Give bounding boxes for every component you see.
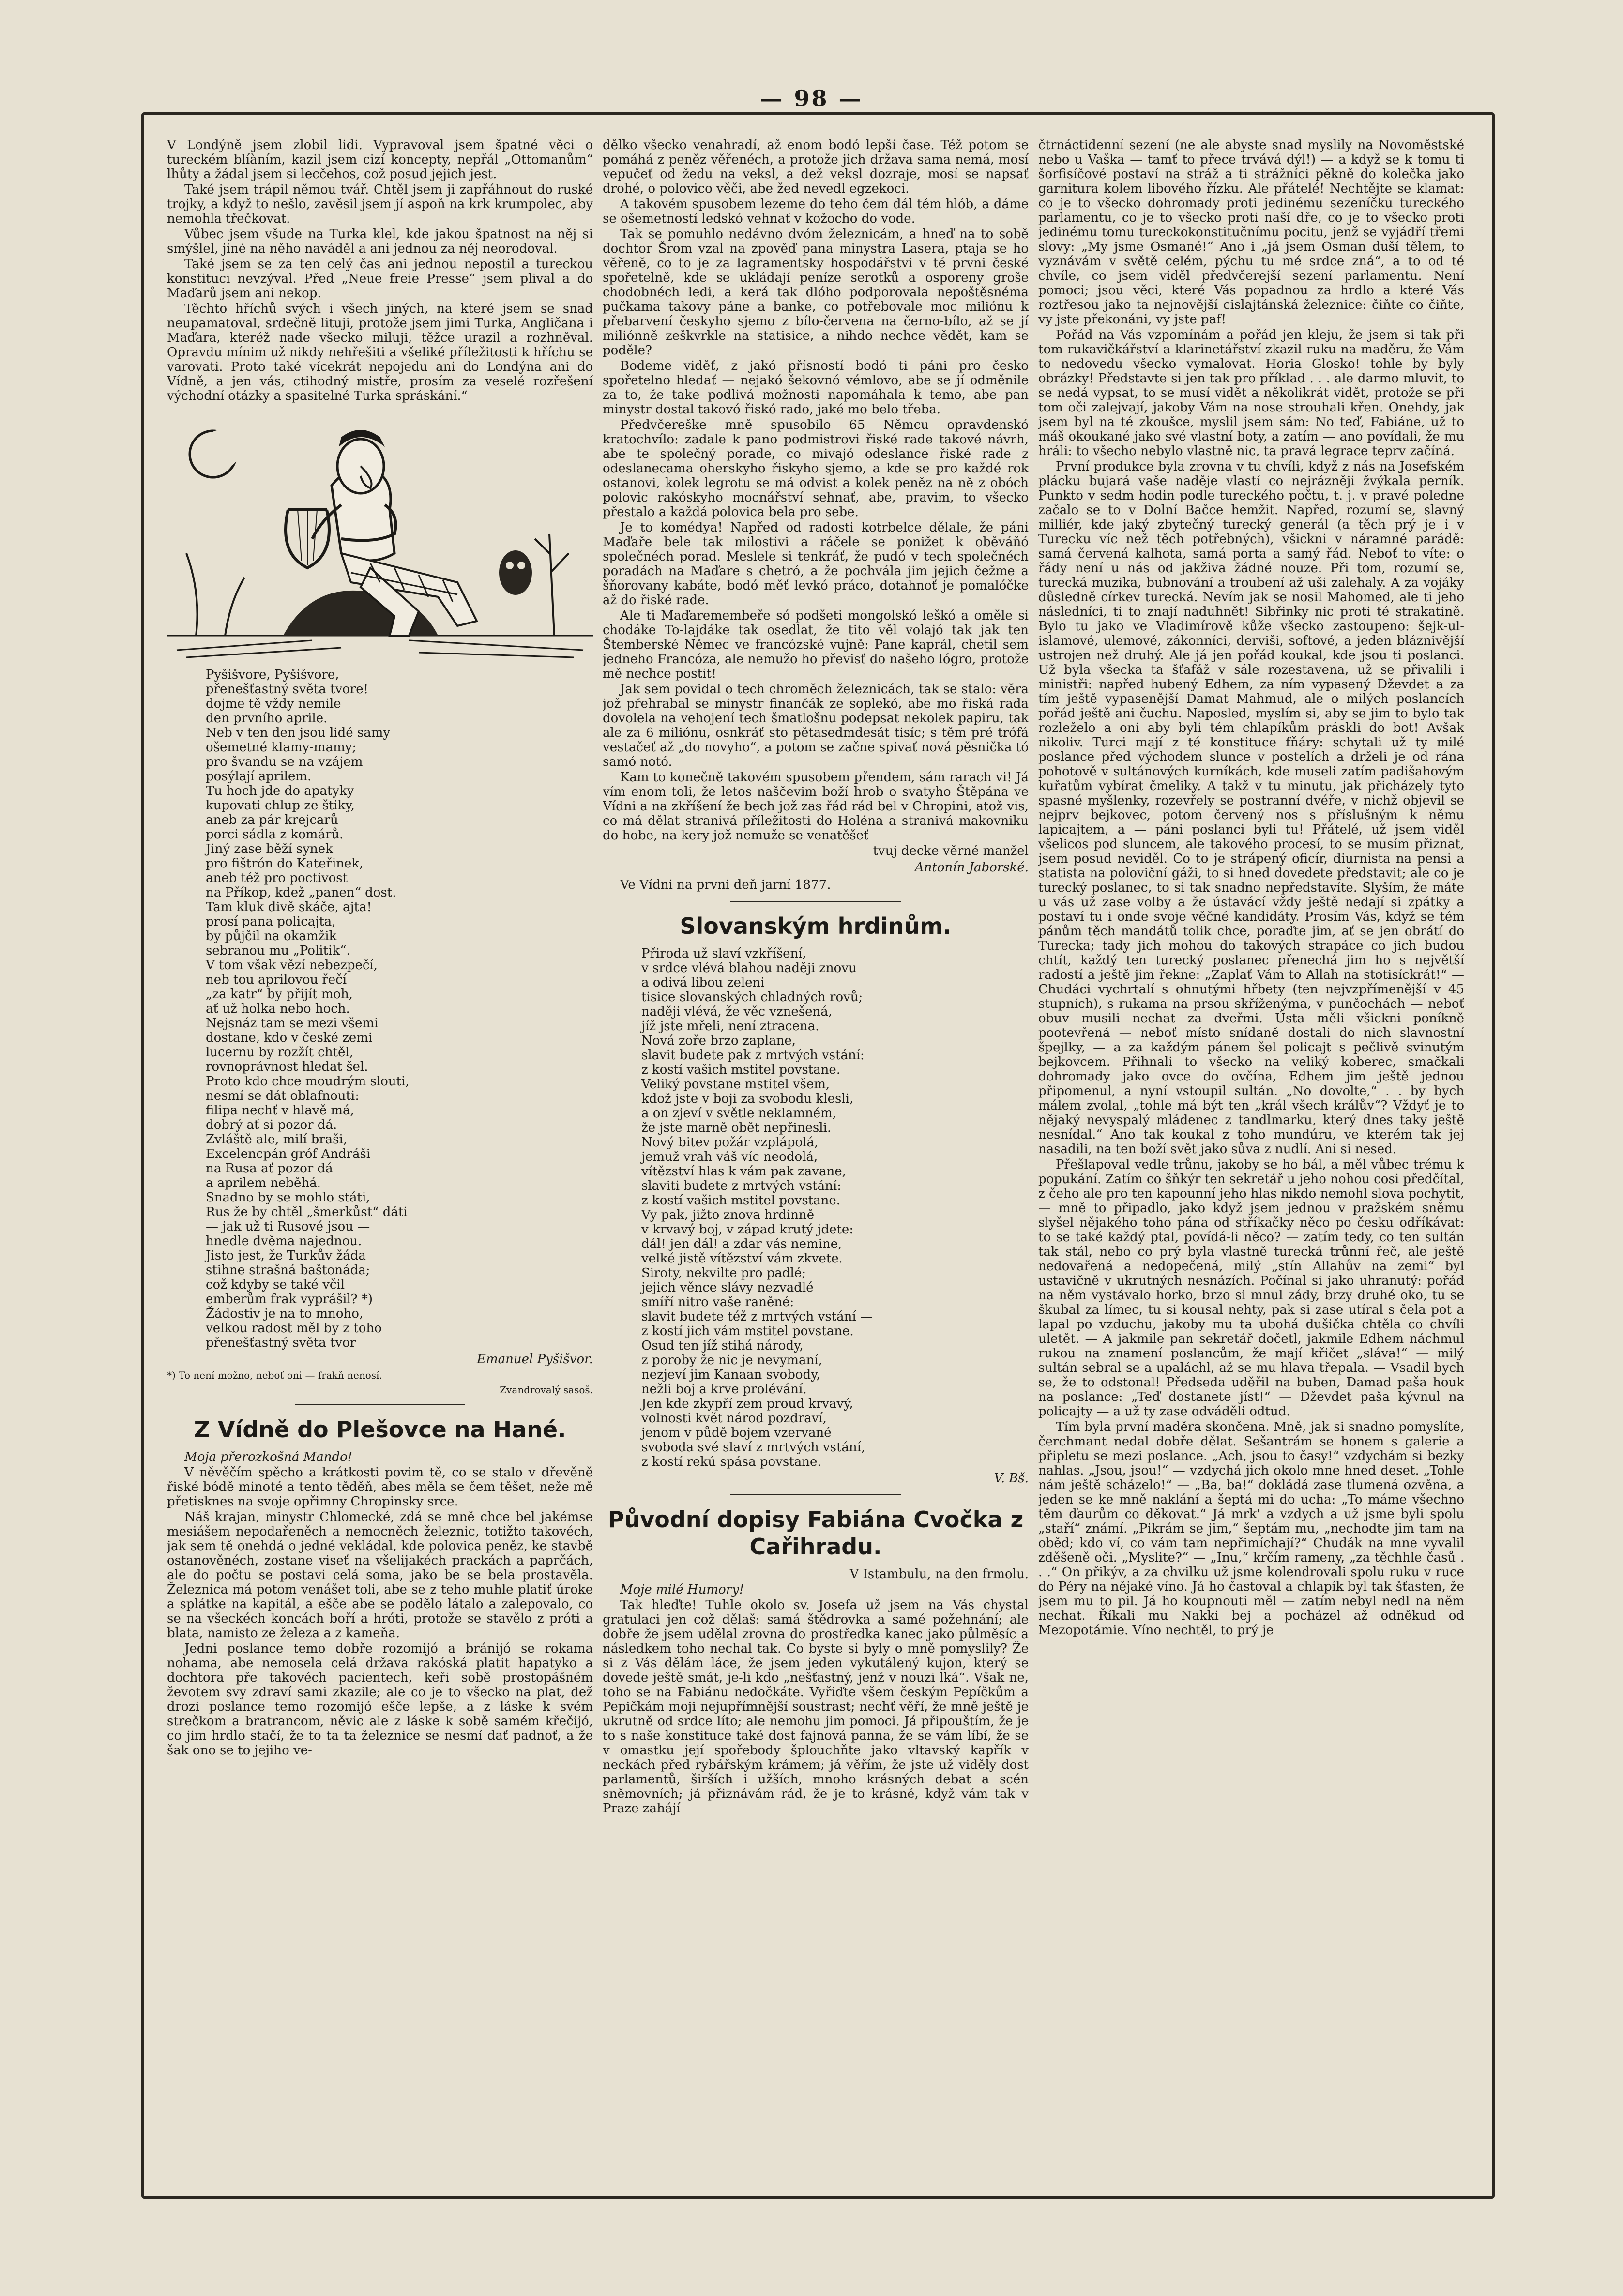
poem-line: jenom v půdě bojem vzervané bbox=[641, 1426, 832, 1440]
salutation: Moja přerozkošná Mando! bbox=[184, 1450, 353, 1464]
poem-line: kdož jste v boji za svobodu klesli, bbox=[641, 1092, 854, 1106]
paragraph: Náš krajan, minystr Chlomecké, zdá se mně chce bel jakémse mesiášem nepodařeněch a nemocněch železnic, totižto takovéch, jak sem tě onehdá o jedné vekládal, kde polovica peněz, ke stavbě ostanověnéch, zostane viseť na všelijakéch prackách a paprčách, ale do počtu se postavi celá soma, jako be se bela prostavěla. Železnica má potom venášet toli, abe se z teho muhle platiť úroke a splátke na kapitál, a ešče abe se podělo látalo a zalepovalo, co se na všeckéch koncách boří a hróti, protože se stavělo z próti a blata, namisto ze železa a z kameňa. bbox=[167, 1510, 593, 1641]
poem-line: dojme tě vždy nemile bbox=[206, 697, 341, 711]
poem-line: nezjeví jim Kanaan svobody, bbox=[641, 1368, 820, 1382]
paragraph: Ale ti Maďaremembeře só podšeti mongolskó leškó a oměle si chodáke To-lajdáke tak osedlat, že tito věl volajó tak jak ten Štemberské Němec ve francózské vujně: Pane kaprál, chetil sem jedneho Francóza, ale nemužo ho převisť do našeho lógro, protože mě nechce postit! bbox=[603, 608, 1029, 681]
divider bbox=[730, 1494, 901, 1495]
poem-signature: Emanuel Pyšišvor. bbox=[477, 1352, 593, 1367]
poem-line: ošemetné klamy-mamy; bbox=[206, 740, 357, 755]
poem-line: volnosti květ národ pozdraví, bbox=[641, 1411, 827, 1426]
paragraph: Tak se pomuhlo nedávno dvóm železnicám, a hneď na to sobě dochtor Šrom vzal na zpověď pana minystra Lasera, ptaja se ho věřeně, co to je za lagramentsky hospodářstvi v té prvni české spořetelně, kde se ukládají peníze serotků a osporeny groše chodobnéch ledi, a kerá tak dlóho podporovala nepoštěsnéma pučkama takovy páne a banke, co potřebovale moc miliónu k přebarvení českyho sjemo z bílo-červena na černo-bílo, až se jí miliónně zeškvrkle na statisice, a nihdo nechce vědět, kam se poděle? bbox=[603, 227, 1029, 358]
paragraph: Tak hleďte! Tuhle okolo sv. Josefa už jsem na Vás chystal gratulaci jen což dělaš: samá štědrovka a samé požehnání; ale dobře že jsem udělal zrovna do prostředka kanec jako půlměsíc a následkem toho nechal tak. Co byste si byly o mně pomyslily? Že si z Vás dělám láce, že jsem jeden vykutálený kujon, který se dovede ještě smát, je-li kdo „nešťastný, jenž v nouzi lká“. Však ne, toho se na Fabiánu nedočkáte. Vyřiďte všem českým Pepíčkům a Pepičkám moji nejupřímnější soustrast; nechť věří, že mně ještě je ukrutně od srdce líto; ale nemohu jim pomoci. Já připouštím, že je to s naše konstituce také dost fajnová panna, že se vám líbí, že se v omastku její spořebody šplouchňte jako vltavský kapřík v neckách před rybářským krámem; já věřím, že jste už viděly dost parlamentů, širších i užších, mnoho krásných debat a scén sněmovních; já přiznávám rád, že je to krásné, když vám tak v Praze zahájí bbox=[603, 1598, 1029, 1816]
poem-line: z kostí vašich mstitel povstane. bbox=[641, 1193, 841, 1208]
poem-line: prosí pana policajta, bbox=[206, 914, 336, 929]
poem-line: smíří nitro vaše raněné: bbox=[641, 1295, 794, 1309]
poem-line: hnedle dvěma najednou. bbox=[206, 1234, 362, 1248]
article-heading: Z Vídně do Plešovce na Hané. bbox=[194, 1416, 566, 1443]
poem-line: v srdce vlévá blahou naději znovu bbox=[641, 961, 857, 975]
paragraph: Těchto hříchů svých i všech jiných, na které jsem se snad neupamatoval, srdečně lituji, protože jsem jimi Turka, Angličana i Maďara, kteréž nade všecko miluji, těžce urazil a rozhněval. Opravdu mínim už nikdy nehřešiti a všeliké příležitosti k hříchu se varovati. Proto také vícekrát nepojedu ani do Londýna ani do Vídně, a jen vás, ctihodný mistře, prosím za veselé rozřešení východní otázky a spasitelné Turka spráskání.“ bbox=[167, 302, 593, 403]
poem-line: „za katr“ by přijít moh, bbox=[206, 987, 353, 1002]
poem-line: vítězství hlas k vám pak zavane, bbox=[641, 1164, 846, 1179]
footnote-signature: Zvandrovalý sasoš. bbox=[500, 1384, 593, 1396]
poem-line: slavit budete pak z mrtvých vstání: bbox=[641, 1048, 865, 1063]
poem-line: z kostí vašich mstitel povstane. bbox=[641, 1063, 841, 1077]
poem-line: Pyšišvore, Pyšišvore, bbox=[206, 668, 339, 682]
poem-line: kupovati chlup ze štiky, bbox=[206, 798, 355, 813]
poem-line: na Příkop, kdež „panen“ dost. bbox=[206, 885, 396, 900]
poem-line: a on zjeví v světle neklamném, bbox=[641, 1106, 837, 1121]
divider bbox=[295, 1404, 465, 1405]
poem-line: stihne strašná baštonáda; bbox=[206, 1263, 370, 1277]
poem-line: pro fištrón do Kateřinek, bbox=[206, 856, 364, 871]
column-3 bbox=[1038, 138, 1464, 2171]
poem-line: že jste marně obět nepřinesli. bbox=[641, 1121, 832, 1135]
paragraph: Pořád na Vás vzpomínám a pořád jen kleju, že jsem si tak při tom rukavičkářství a klarinetářství zkazil ruku na maděru, že Vám to nedovedu všecko vymalovat. Horia Glosko! tohle by byly obrázky! Představte si jen tak pro příklad . . . ale darmo mluvit, to se nedá vypsat, to se musí vidět a několikrát vidět, protože se při tom oči zalejvají, jakoby Vám na nose strouhali křen. Onehdy, jak jsem byl na té zkoušce, myslil jsem sám: No teď, Fabiáne, už to máš okoukané jako své vlastní boty, a zatím — ano povídali, že mu hráli: to všecho nebylo vlastně nic, ta pravá legrace teprv začíná. bbox=[1038, 328, 1464, 458]
poem-line: filipa nechť v hlavě má, bbox=[206, 1103, 354, 1118]
poem-pysisvor bbox=[167, 668, 593, 1350]
paragraph: Bodeme viděť, z jakó přísností bodó ti páni pro česko spořetelno hledať — nejakó šekovnó vémlovo, abe se jí odměnile za to, že take podlivá možnosti napomáhala k temo, abe pan minystr dostal takovó řiskó rado, jaké mo belo třeba. bbox=[603, 359, 1029, 417]
paragraph: V něvěčím spěcho a krátkosti povim tě, co se stalo v dřevěně řiské bódě minoté a tento těděň, abes měla se čem těšet, neže mě přetisknes na svoje opřimny Chropinsky srce. bbox=[167, 1465, 593, 1509]
poem-line: jemuž vrah váš víc neodolá, bbox=[641, 1150, 818, 1164]
poem-line: což kdyby se také včil bbox=[206, 1277, 345, 1292]
poem-line: lucernu by rozžít chtěl, bbox=[206, 1045, 354, 1060]
poem-line: aneb též pro poctivost bbox=[206, 871, 348, 885]
poem-line: V tom však vězí nebezpečí, bbox=[206, 958, 378, 973]
poem-line: z kostí rekú spása povstane. bbox=[641, 1455, 821, 1469]
paragraph: Jak sem povidal o tech chroměch železnicách, tak se stalo: věra jož přehrabal se minystr finančák ze soplekó, abe mo řiská rada dovolela na vehojení tech šmatlošnu podepsat nekolek papiru, tak ale za 6 miliónu, osnkráť sto pětasedmdesát tisíc; s těm pré trófá vestačeť až „do novyho“, a potom se začne spivať nová pěsnička tó samó notó. bbox=[603, 682, 1029, 769]
paragraph: Předvčereške mně spusobilo 65 Němcu opravdenskó kratochvílo: zadale k pano podmistrovi řiské rade takové návrh, abe te společný porade, co mivajó odeslance řiské rade z odeslanecama oherskyho řiskyho sjemo, a kde se pro každé rok ostanovi, kolek legrotu se má odvist a kolek peněz na ně z obóch polovic rakóskyho mocnářství sehnať, abe, pravim, to všecko přestalo a každá polovica bela pro sebe. bbox=[603, 418, 1029, 519]
poem-line: z kostí jich vám mstitel povstane. bbox=[641, 1324, 854, 1338]
poem-line: posýlají aprilem. bbox=[206, 769, 312, 784]
divider bbox=[730, 901, 901, 902]
page-number: — 98 — bbox=[760, 85, 863, 111]
paragraph: čtrnáctidenní sezení (ne ale abyste snad myslily na Novoměstské nebo u Vaška — tamť to přece trvává dýl!) — a když se k tomu ti šorfisíčové postaví na stráž a ti strážníci pěkně do kolečka jako garnitura kolem libového řízku. Ale přátelé! Nechtějte se klamat: co je to všecko dohromady proti jedinému sezeníčku tureckého parlamentu, co je to všecko proti naší dře, co je to všecko proti jedinému tomu tureckokonstitučnímu pocitu, jenž se vyjádří třemi slovy: „My jsme Osmané!“ Ano i „já jsem Osman duší tělem, to vyznávám v světě celém, pýchu tu mé srdce zná“, a to od té chvíle, co jsem viděl předvčerejší sezení parlamentu. Není pomoci; jsou věci, které Vás popadnou za hrdlo a které Vás roztřesou jako ta nejnovější cislajtánská železnice: čiňte co čiňte, vy jste překonáni, vy jste paf! bbox=[1038, 138, 1464, 327]
poem-line: z poroby že nic je nevymaní, bbox=[641, 1353, 822, 1368]
poem-heading: Slovanským hrdinům. bbox=[680, 913, 952, 939]
poem-line: a odivá libou zeleni bbox=[641, 975, 765, 990]
poem-line: — jak už ti Rusové jsou — bbox=[206, 1219, 370, 1234]
poem-line: neb tou aprilovou řečí bbox=[206, 973, 347, 987]
poem-slovanskym-hrdinum bbox=[603, 946, 1029, 1469]
poem-line: Excelencpán gróf Andráši bbox=[206, 1147, 371, 1161]
poem-line: Nový bitev požár vzplápolá, bbox=[641, 1135, 819, 1150]
poem-line: Vy pak, jižto znova hrdinně bbox=[641, 1208, 815, 1222]
caricature-lyre-player-icon bbox=[167, 408, 593, 660]
poem-line: by půjčil na okamžik bbox=[206, 929, 337, 943]
dateline: Ve Vídni na prvni deň jarní 1877. bbox=[620, 878, 831, 892]
poem-line: den prvního aprile. bbox=[206, 711, 328, 726]
paragraph: Jedni poslance temo dobře rozomijó a brániјó se rokama nohama, abe nemosela celá država rakóská platit hapatyko a dochtora pře takovéch pacientech, keři sobě prostopášném ževotem svy zdraví sami zkazile; ale co je to všecko na plat, dež drozi poslance temo rozomijó ešče lepše, a z láske k svém strečkom a bratrancom, něvic ale z láske k sobě samém křečijó, co jim hrdlo stačí, že to ta ta železnice se nesmí dať padnoť, a že šak ono se to jejiho ve- bbox=[167, 1642, 593, 1758]
poem-line: přenešťastný světa tvore! bbox=[206, 682, 369, 697]
column-2 bbox=[603, 138, 1029, 2171]
poem-line: emberům frak vyprášil? *) bbox=[206, 1292, 373, 1307]
dateline: V Istambulu, na den frmolu. bbox=[849, 1567, 1029, 1581]
paragraph: V Londýně jsem zlobil lidi. Vypravoval jsem špatné věci o tureckém blíàním, kazil jsem cizí koncepty, nepřál „Ottomanům“ lhůty a žádal jsem si lecčehos, což posud jejich jest. bbox=[167, 138, 593, 182]
paragraph: Přešlapoval vedle trůnu, jakoby se ho bál, a měl vůbec trému k popukání. Zatím co šňkýr ten sekretář u jeho nohou cosi předčítal, z čeho ale pro ten kapounní jeho hlas nikdo nemohl slova pochytit, — mně to připadlo, jako když jsem jednou v pražském sněmu slyšel nějakého toho pána od stříkačky něco po česku odříkávat: to se také každý ptal, povídá-li něco? — zatím tedy, co ten sultán tak stál, nebo co prý byla vlastně turecká trůnní řeč, ale ještě nedovařená a nedopečená, milý „stín Allahův na zemi“ byl ustavičně v ukrutných nesnázích. Počínal si jako uhranutý: pořád na něm vystávalo horko, brzo si mnul zády, brzy druhé oko, tu se škubal za límec, tu si kousal nehty, pak si zase utíral s čela pot a lapal po vzduchu, jakoby mu ta ubohá dušička chtěla co chvíli uletět. — A jakmile pan sekretář dočetl, jakmile Edhem náchmul rukou na znamení poslancům, že mají křičet „sláva!“ — milý sultán sebral se a upaláchl, až se mu hlava třepala. — Vsadil bych se, že to odstonal! Předseda uděřil na buben, Damad paša houk na poslance: „Teď dostanete jíst!“ — Dževdet paša kývnul na policajty — a už ty zase odváděli odtud. bbox=[1038, 1157, 1464, 1419]
poem-line: jejich věnce slávy nezvadlé bbox=[641, 1280, 814, 1295]
poem-line: slavit budete též z mrtvých vstání — bbox=[641, 1309, 873, 1324]
poem-line: na Rusa ať pozor dá bbox=[206, 1161, 333, 1176]
poem-line: Jen kde zkypří zem proud krvavý, bbox=[641, 1397, 853, 1411]
intro-text bbox=[167, 138, 593, 403]
footnote: *) To není možno, neboť oni — frakň nenosí. bbox=[167, 1369, 382, 1381]
poem-line: svoboda své slaví z mrtvých vstání, bbox=[641, 1440, 865, 1455]
poem-line: Tam kluk divě skáče, ajta! bbox=[206, 900, 372, 914]
poem-line: Přiroda už slaví vzkříšení, bbox=[641, 946, 806, 961]
poem-line: dostane, kdo v české zemi bbox=[206, 1031, 373, 1045]
paragraph: Tím byla první maděra skončena. Mně, jak si snadno pomyslíte, čerchmant nedal dobře dělat. Sešantrám se honem s galerie a připletu se mezi poslance. „Ach, jsou to časy!“ vzdychám si bezky nahlas. „Jsou, jsou!“ — vzdychá jich okolo mne hned deset. „Tohle nám ještě scházelo!“ — „Ba, ba!“ dokládá zase tlumená ozvěna, a jeden se ke mně naklání a šeptá mi do ucha: „To máme všechno těm ďaurům co děkovat.“ Já mrk' a vzdych a už jsme byli spolu „staří“ známí. „Pikrám se jim,“ šeptám mu, „nechodte jim tam na oběd; kdo ví, co vám tam nepřimíchají?“ Chudák na mne vyvalil zděšeně oči. „Myslite?“ — „Inu,“ krčím rameny, „za těchhle časů . . .“ On přikýv, a za chvilku už jsme kolendrovali spolu ruku v ruce do Péry na nějaké víno. Já ho častoval a chlapík byl tak šťasten, že jsem mu to pil. Já ho koupnouti měl — zatím nebyl nedl na něm nechat. Říkali mu Nakki bej a pocházel až odněkud od Mezopotámie. Víno nechtěl, to prý je bbox=[1038, 1420, 1464, 1638]
poem-line: Nová zoře brzo zaplane, bbox=[641, 1034, 796, 1048]
poem-line: velkou radost měl by z toho bbox=[206, 1321, 382, 1336]
poem-line: jíž jste mřeli, není ztracena. bbox=[641, 1019, 819, 1034]
poem-line: sebranou mu „Politik“. bbox=[206, 943, 350, 958]
poem-line: Žádostiv je na to mnoho, bbox=[206, 1307, 364, 1321]
paragraph: Také jsem trápil němou tvář. Chtěl jsem ji zapřáhnout do ruské trojky, a když to nešlo, zavěsil jsem jí aspoň na krk krumpolec, aby nemohla třečkovat. bbox=[167, 182, 593, 226]
paragraph: Také jsem se za ten celý čas ani jednou nepostil a tureckou konstituci nevzýval. Před „Neue freie Presse“ jsem plival a do Maďarů jsem ani nekop. bbox=[167, 257, 593, 301]
poem-line: aneb za pár krejcarů bbox=[206, 813, 338, 827]
poem-line: Proto kdo chce moudrým slouti, bbox=[206, 1074, 410, 1089]
poem-line: naději vlévá, že věc vznešená, bbox=[641, 1004, 833, 1019]
poem-line: nesmí se dát oblafnouti: bbox=[206, 1089, 359, 1103]
closing-line: tvuj decke věrné manžel bbox=[873, 844, 1029, 858]
poem-line: a aprilem neběhá. bbox=[206, 1176, 321, 1190]
paragraph: Vůbec jsem všude na Turka klel, kde jakou špatnost na něj si smýšlel, jiné na něho naváděl a ani jednou za něj neorodoval. bbox=[167, 227, 593, 256]
poem-line: Zvláště ale, milí braši, bbox=[206, 1132, 348, 1147]
poem-line: Siroty, nekvilte pro padlé; bbox=[641, 1266, 806, 1280]
poem-line: Rus že by chtěl „šmerkůst“ dáti bbox=[206, 1205, 408, 1219]
poem-line: dobrý ať si pozor dá. bbox=[206, 1118, 337, 1132]
poem-line: Nejsnáz tam se mezi všemi bbox=[206, 1016, 379, 1031]
poem-line: v krvavý boj, v západ krutý jdete: bbox=[641, 1222, 854, 1237]
paragraph: A takovém spusobem lezeme do teho čem dál tém hlób, a dáme se ošemetností ledskó vehnať v kožocho do vode. bbox=[603, 197, 1029, 226]
poem-line: rovnoprávnost hledat šel. bbox=[206, 1060, 368, 1074]
poem-line: pro švandu se na vzájem bbox=[206, 755, 363, 769]
poem-line: nežli boj a krve prolévání. bbox=[641, 1382, 807, 1397]
poem-line: tisice slovanských chladných rovů; bbox=[641, 990, 863, 1004]
poem-line: dál! jen dál! a zdar vás nemine, bbox=[641, 1237, 842, 1251]
paragraph: Je to komédya! Napřed od radosti kotrbelce dělale, že páni Maďaře bele tak milostivi a ráčele se ponižet k oběváňó společnéch porad. Meslele si tenkráť, že pudó v tech společnéch poradách na Maďare s chetró, a že pochvála jim jejich čežme a šňorovany kabáte, bodó měť levkó práco, dotahnoť je pomalóčke až do řiské rade. bbox=[603, 520, 1029, 608]
poem-line: ať už holka nebo hoch. bbox=[206, 1002, 350, 1016]
poem-line: slaviti budete z mrtvých vstání: bbox=[641, 1179, 841, 1193]
poem-line: porci sádla z komárů. bbox=[206, 827, 344, 842]
salutation: Moje milé Humory! bbox=[620, 1582, 744, 1597]
poem-line: Neb v ten den jsou lidé samy bbox=[206, 726, 391, 740]
poem-line: Snadno by se mohlo státi, bbox=[206, 1190, 370, 1205]
column-1 bbox=[167, 138, 593, 2171]
poem-line: Osud ten jíž stihá národy, bbox=[641, 1338, 804, 1353]
poem-signature: V. Bš. bbox=[994, 1471, 1029, 1486]
article-heading: Původní dopisy Fabiána Cvočka z Cařihradu. bbox=[607, 1506, 1024, 1560]
poem-line: Tu hoch jde do apatyky bbox=[206, 784, 354, 798]
poem-line: Jiný zase běží synek bbox=[206, 842, 333, 856]
poem-line: velké jistě vítězství vám zkvete. bbox=[641, 1251, 843, 1266]
paragraph: První produkce byla zrovna v tu chvíli, když z nás na Josefském plácku bujará vaše naděje vlastí co nejrázněji žvýkala perník. Punkto v sedm hodin podle tureckého počtu, t. j. v pravé poledne začalo se to v Dolní Bačce hemžit. Napřed, rozumí se, slavný milliér, kde jaký zbytečný turecký generál (a těch prý je i v Turecku víc než těch potřebných), všickni v náramné parádě: samá červená kalhota, samá porta a samý řád. Neboť to víte: o řády není u nás od jakživa žádné nouze. Při tom, rozumí se, turecká muzika, bubnování a troubení až uši zalehaly. A za vojáky důsledně církev turecká. Nevím jak se nosil Mahomed, ale ti jeho následníci, ti to znají naduhnět! Sibřinky nic proti té strakatině. Bylo tu jako ve Vladimírově kůže všecko zastoupeno: šejk-ul-islamové, ulemové, zákonníci, derviši, softové, a jeden bláznivější ustrojen než druhý. Ale já jen pořád koukal, kde jsou ti poslanci. Už byla všecka ta šťafáž v sále rozestavena, už se přivalili i ministři: napřed hubený Edhem, za ním vypasený Dževdet a za tím ještě vypasenější Damat Mahmud, ale o milých poslancích pořád ještě ani čuchu. Naposled, myslím si, aby se jim to bylo tak rozleželo a oni aby byli tém chlapíkům práskli do bot! Avšak nikoliv. Turci mají z té konstituce fňáry: schytali už ty milé poslance před východem slunce v postelích a drželi je od rána pohotově v sultánových kurníkách, kde museli zatím padišahovým kuřatům vybírat čmeliky. A takž v tu minutu, jak přicházely tyto spasné myšlenky, rozevřely se postranní dvéře, v nichž objevil se nejprv bejkovec, potom červený nos s příslušným k němu lapicajtem, a — páni poslanci byli tu! Přátelé, už jsem viděl všelicos pod sluncem, ale takového procesí, to se musím přiznat, jsem posud neviděl. Co to je strápený oficír, diurnista na pensi a statista na poloviční gáži, to si hned dovedete představit; ale co je turecký poslanec, to si tak snadno nepředstavíte. Slyším, že máte u vás už zase volby a že ústavácí vždy ještě nedají si zpátky a postaví tu i onde svoje věčné kandidáty. Prosím Vás, když se tém pánům těch mandátů tolik chce, poraďte jim, ať se jen obrátí do Turecka; tady jich mohou do takových strapáce co jich budou chtít, každý ten turecký poslanec přenechá jim ho s největší radostí a ještě jim řekne: „Zaplať Vám to Allah na stotisíckrát!“ — Chudáci vychrtalí s ohnutými hřbety (ten nejvzpřímenější v 45 stupních), s rukama na prsou skříženýma, v punčochách — neboť obuv musili nechat za dveřmi. Ústa měli všickni poníkně pootevřená — neboť místo snídaně dostali do nich slavnostní špejlky, — a za každým pánem šel policajt s pečlivě svinutým bejkovcem. Přihnali to všecko na veliký koberec, smačkali dohromady jako ovce do ovčína, Edhem jim ještě jednou připomenul, a nyní vstoupil sultán. „No dovolte,“ . . by bych málem zvolal, „tohle má být ten „král všech králův“? Vždyť je to nějaký nevyspalý mládenec z tandlmarku, který dnes taky ještě nesnídal.“ Ano tak koukal z toho mundúru, ve kterém tak jej nasadili, na ten boží svět jako sůva z nudlí. Ani si nesed. bbox=[1038, 459, 1464, 1156]
poem-line: Jisto jest, že Turkův žáda bbox=[206, 1248, 366, 1263]
poem-line: přenešťastný světa tvor bbox=[206, 1336, 356, 1350]
poem-line: Veliký povstane mstitel všem, bbox=[641, 1077, 830, 1092]
paragraph: dělko všecko venahradí, až enom bodó lepší čase. Též potom se pomáhá z peněz věřenéch, a protože jich država sama nemá, mosí vepučeť od žedu na veksl, a dež veksl dozraje, mosí se napsať drohé, o polovico věči, abe žed nevedl egzekoci. bbox=[603, 138, 1029, 196]
paragraph: Kam to konečně takovém spusobem přendem, sám rarach vi! Já vím enom toli, že letos naščevim boží hrob o svatyho Štěpána ve Vídni a na zkříšení že bech jož zas řád rád bel v Chropini, atož vis, co má dělat stranivá příležitosti do Holéna a stranivá makovniku do hobe, na kery jož nemuže se venatěšeť bbox=[603, 770, 1029, 843]
letter-signature: Antonín Jaborské. bbox=[914, 860, 1029, 875]
